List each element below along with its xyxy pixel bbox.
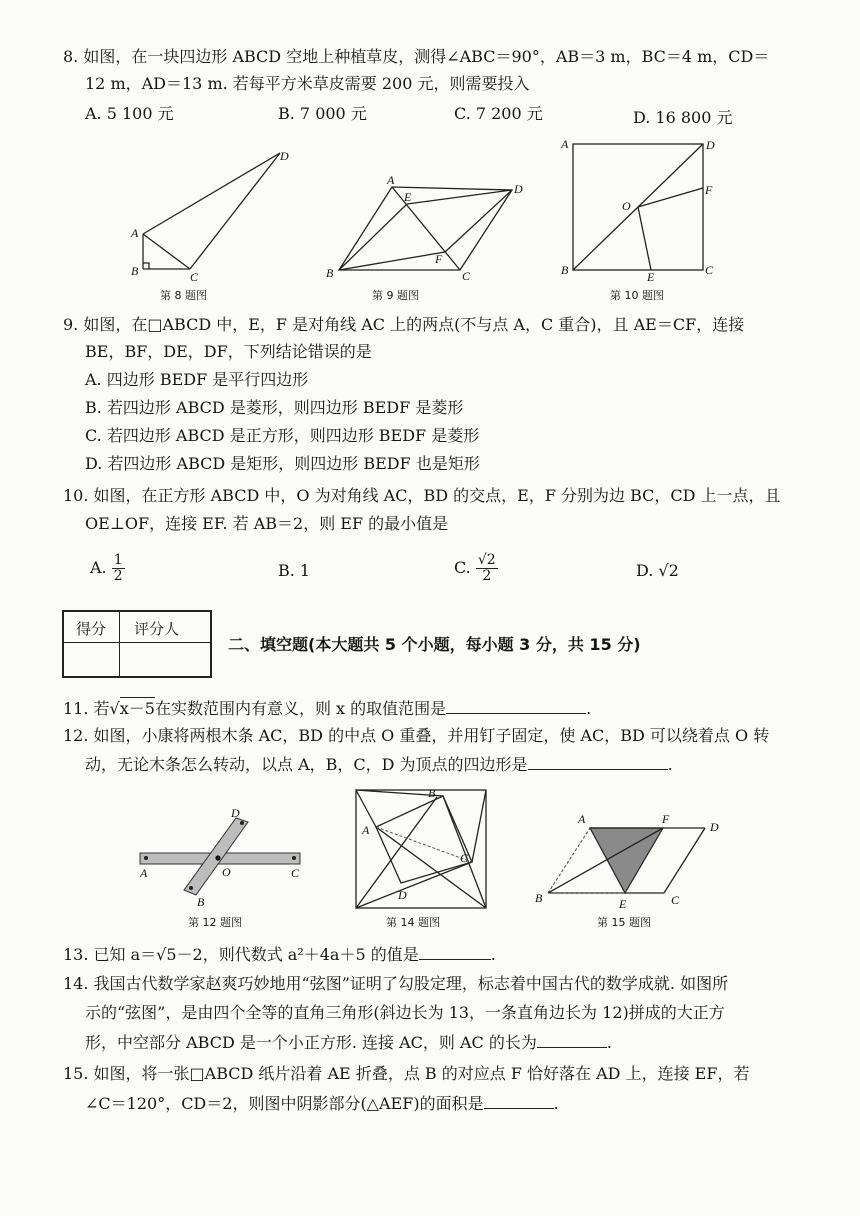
q13-answer-blank[interactable] [419, 943, 491, 960]
q9-line1: 9. 如图，在□ABCD 中，E，F 是对角线 AC 上的两点(不与点 A，C 重合)，且 AE＝CF，连接 [63, 315, 745, 334]
fig12-label-a: A [140, 866, 148, 880]
fig10-label-d: D [706, 138, 715, 152]
q11-suffix: 在实数范围内有意义，则 x 的取值范围是 [154, 699, 447, 718]
q8-line2: 12 m，AD＝13 m. 若每平方米草皮需要 200 元，则需要投入 [85, 74, 530, 93]
q14-line1: 14. 我国古代数学家赵爽巧妙地用“弦图”证明了勾股定理，标志着中国古代的数学成就. 如图所 [63, 974, 729, 993]
q10-option-c-label: C. [454, 558, 471, 577]
fig12-label-c: C [291, 866, 300, 880]
fig15-label-f: F [662, 812, 670, 826]
q8-option-c: C. 7 200 元 [454, 104, 543, 123]
q8-line1: 8. 如图，在一块四边形 ABCD 空地上种植草皮，测得∠ABC＝90°，AB＝3 m，BC＝4 m，CD＝ [63, 47, 770, 66]
fig10-label-c: C [705, 263, 714, 277]
fig14-label-d: D [398, 888, 407, 902]
q12-period: . [667, 755, 673, 774]
fig9-label-b: B [326, 266, 334, 280]
fig15-label-b: B [535, 891, 543, 905]
q9-option-d: D. 若四边形 ABCD 是矩形，则四边形 BEDF 也是矩形 [85, 454, 480, 473]
fig8-label-b: B [131, 264, 139, 278]
q11: 11. 若√x－5在实数范围内有意义，则 x 的取值范围是 . [63, 699, 592, 718]
fig12-caption: 第 12 题图 [188, 916, 242, 929]
q10-line2: OE⊥OF，连接 EF. 若 AB＝2，则 EF 的最小值是 [85, 514, 449, 533]
q14-line3 [85, 1031, 612, 1054]
fig10-label-o: O [622, 199, 631, 213]
fig9-label-f: F [435, 252, 443, 266]
q9-option-a: A. 四边形 BEDF 是平行四边形 [85, 370, 309, 389]
fig14-label-b: B [428, 786, 436, 800]
fig8-label-a: A [131, 226, 139, 240]
score-table-score-header: 得分 [76, 620, 107, 638]
q14-period: . [606, 1033, 612, 1052]
fig10-label-e: E [647, 270, 655, 284]
fig15-label-d: D [710, 820, 719, 834]
q15-line1: 15. 如图，将一张□ABCD 纸片沿着 AE 折叠，点 B 的对应点 F 恰好落在 AD 上，连接 EF，若 [63, 1064, 750, 1083]
fig15-label-e: E [619, 897, 627, 911]
fig10-caption: 第 10 题图 [610, 289, 664, 302]
q13-period: . [490, 945, 496, 964]
q10-option-a-numerator: 1 [113, 552, 123, 568]
q15-period: . [553, 1094, 559, 1113]
q11-prefix: 11. 若 [63, 699, 110, 718]
q10-line1: 10. 如图，在正方形 ABCD 中，O 为对角线 AC，BD 的交点，E，F 分别为边 BC，CD 上一点，且 [63, 486, 781, 505]
section-2-title: 二、填空题(本大题共 5 个小题，每小题 3 分，共 15 分) [228, 635, 641, 654]
q8-option-d: D. 16 800 元 [633, 108, 733, 127]
q14-answer-blank[interactable] [537, 1031, 607, 1048]
fig15-label-c: C [671, 893, 680, 907]
q14-line3-text: 形，中空部分 ABCD 是一个小正方形. 连接 AC，则 AC 的长为 [85, 1033, 537, 1052]
fig10-label-b: B [561, 263, 569, 277]
q11-radicand: x－5 [119, 699, 155, 718]
q10-option-a-label: A. [90, 558, 107, 577]
q15-line2 [85, 1092, 559, 1115]
fig12-label-o: O [222, 865, 231, 879]
q13-text: 13. 已知 a＝√5－2，则代数式 a²＋4a＋5 的值是 [63, 945, 419, 964]
fig14-label-c: C [460, 851, 469, 865]
q12-line2-text: 动，无论木条怎么转动，以点 A，B，C，D 为顶点的四边形是 [85, 755, 528, 774]
q13 [63, 943, 496, 966]
fig12-label-d: D [231, 806, 240, 820]
q14-line2: 示的“弦图”，是由四个全等的直角三角形(斜边长为 13，一条直角边长为 12)拼成的大正方 [85, 1003, 725, 1022]
fig10-label-a: A [561, 137, 569, 151]
fig9-caption: 第 9 题图 [372, 289, 419, 302]
fig12-label-b: B [197, 895, 205, 909]
q10-option-d: D. √2 [636, 561, 679, 580]
q10-option-c-numerator: √2 [477, 552, 496, 568]
fig10-label-f: F [705, 183, 713, 197]
fig14-caption: 第 14 题图 [386, 916, 440, 929]
fig9-label-a: A [387, 173, 395, 187]
fig8-caption: 第 8 题图 [160, 289, 207, 302]
fig9-label-e: E [404, 190, 412, 204]
score-table-grader-header: 评分人 [134, 620, 180, 638]
q9-line2: BE，BF，DE，DF，下列结论错误的是 [85, 342, 372, 361]
fig15-label-a: A [578, 812, 586, 826]
fig8-label-d: D [280, 149, 289, 163]
q15-line2-text: ∠C＝120°，CD＝2，则图中阴影部分(△AEF)的面积是 [85, 1094, 484, 1113]
q9-option-b: B. 若四边形 ABCD 是菱形，则四边形 BEDF 是菱形 [85, 398, 464, 417]
q10-option-a-denominator: 2 [113, 568, 123, 584]
q15-answer-blank[interactable] [484, 1092, 554, 1109]
fig9-label-d: D [514, 182, 523, 196]
fig15-caption: 第 15 题图 [597, 916, 651, 929]
fig14-label-a: A [362, 823, 370, 837]
q12-line1: 12. 如图，小康将两根木条 AC，BD 的中点 O 重叠，并用钉子固定，使 AC，BD 可以绕着点 O 转 [63, 726, 770, 745]
fig9-label-c: C [462, 269, 471, 283]
q11-period: . [586, 699, 592, 718]
fig8-label-c: C [190, 270, 199, 284]
q8-option-a: A. 5 100 元 [85, 104, 174, 123]
q9-option-c: C. 若四边形 ABCD 是正方形，则四边形 BEDF 是菱形 [85, 426, 480, 445]
q10-option-b: B. 1 [278, 561, 311, 580]
q8-option-b: B. 7 000 元 [278, 104, 367, 123]
q10-option-c-denominator: 2 [482, 568, 492, 584]
